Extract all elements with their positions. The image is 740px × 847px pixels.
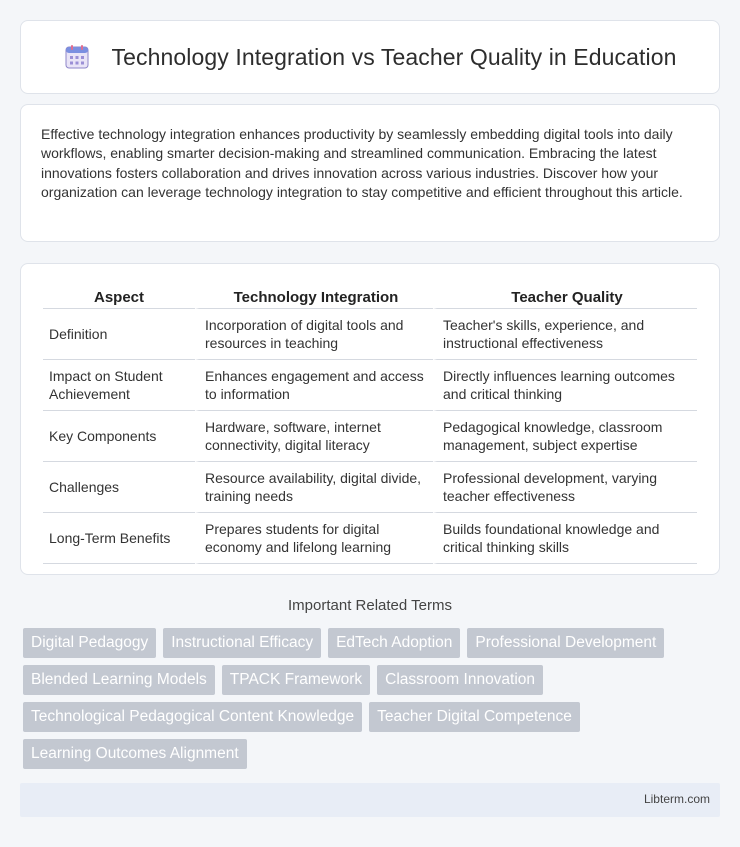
table-cell: Prepares students for digital economy and lifelong learning [195,513,433,564]
related-term-tag[interactable]: Instructional Efficacy [163,628,321,658]
comparison-table [43,284,697,564]
table-cell: Pedagogical knowledge, classroom management, subject expertise [433,411,697,462]
table-cell: Hardware, software, internet connectivity, digital literacy [195,411,433,462]
table-cell: Directly influences learning outcomes and critical thinking [433,360,697,411]
table-header-technology: Technology Integration [195,284,433,309]
table-row [43,309,697,360]
related-term-tag[interactable]: Teacher Digital Competence [369,702,580,732]
related-term-tag[interactable]: TPACK Framework [222,665,370,695]
related-terms-title: Important Related Terms [288,597,452,614]
table-cell: Key Components [43,411,195,462]
comparison-table-card [20,263,720,575]
related-term-tag[interactable]: EdTech Adoption [328,628,460,658]
table-cell: Teacher's skills, experience, and instructional effectiveness [433,309,697,360]
table-cell: Challenges [43,462,195,513]
page-title: Technology Integration vs Teacher Quality in Education [111,43,677,70]
related-term-tag[interactable]: Digital Pedagogy [23,628,156,658]
table-cell: Professional development, varying teacher effectiveness [433,462,697,513]
table-header-teacher: Teacher Quality [433,284,697,309]
table-cell: Enhances engagement and access to information [195,360,433,411]
intro-text: Effective technology integration enhances productivity by seamlessly embedding digital tools into daily workflows, enabling smarter decision-making and streamlined communication. Embracing the latest innovations fosters collaboration and drives innovation across various industries. Discover how your organization can leverage technology integration to stay competitive and efficient throughout this article. [41,126,683,201]
table-cell: Long-Term Benefits [43,513,195,564]
related-term-tag[interactable]: Professional Development [467,628,664,658]
footer-brand-link[interactable]: Libterm.com [643,792,710,806]
table-row [43,360,697,411]
table-row [43,411,697,462]
related-term-tag[interactable]: Blended Learning Models [23,665,215,695]
related-terms-list [23,628,723,769]
table-cell: Definition [43,309,195,360]
table-cell: Impact on Student Achievement [43,360,195,411]
header-card [20,20,720,94]
table-header-aspect: Aspect [43,284,195,309]
related-term-tag[interactable]: Classroom Innovation [377,665,543,695]
related-term-tag[interactable]: Learning Outcomes Alignment [23,739,247,769]
table-cell: Builds foundational knowledge and critical thinking skills [433,513,697,564]
calendar-grid-icon [64,44,90,70]
related-term-tag[interactable]: Technological Pedagogical Content Knowledge [23,702,362,732]
table-cell: Resource availability, digital divide, training needs [195,462,433,513]
table-header-row [43,284,697,309]
footer [20,783,720,817]
table-row [43,513,697,564]
table-row [43,462,697,513]
table-cell: Incorporation of digital tools and resources in teaching [195,309,433,360]
intro-card [20,104,720,242]
